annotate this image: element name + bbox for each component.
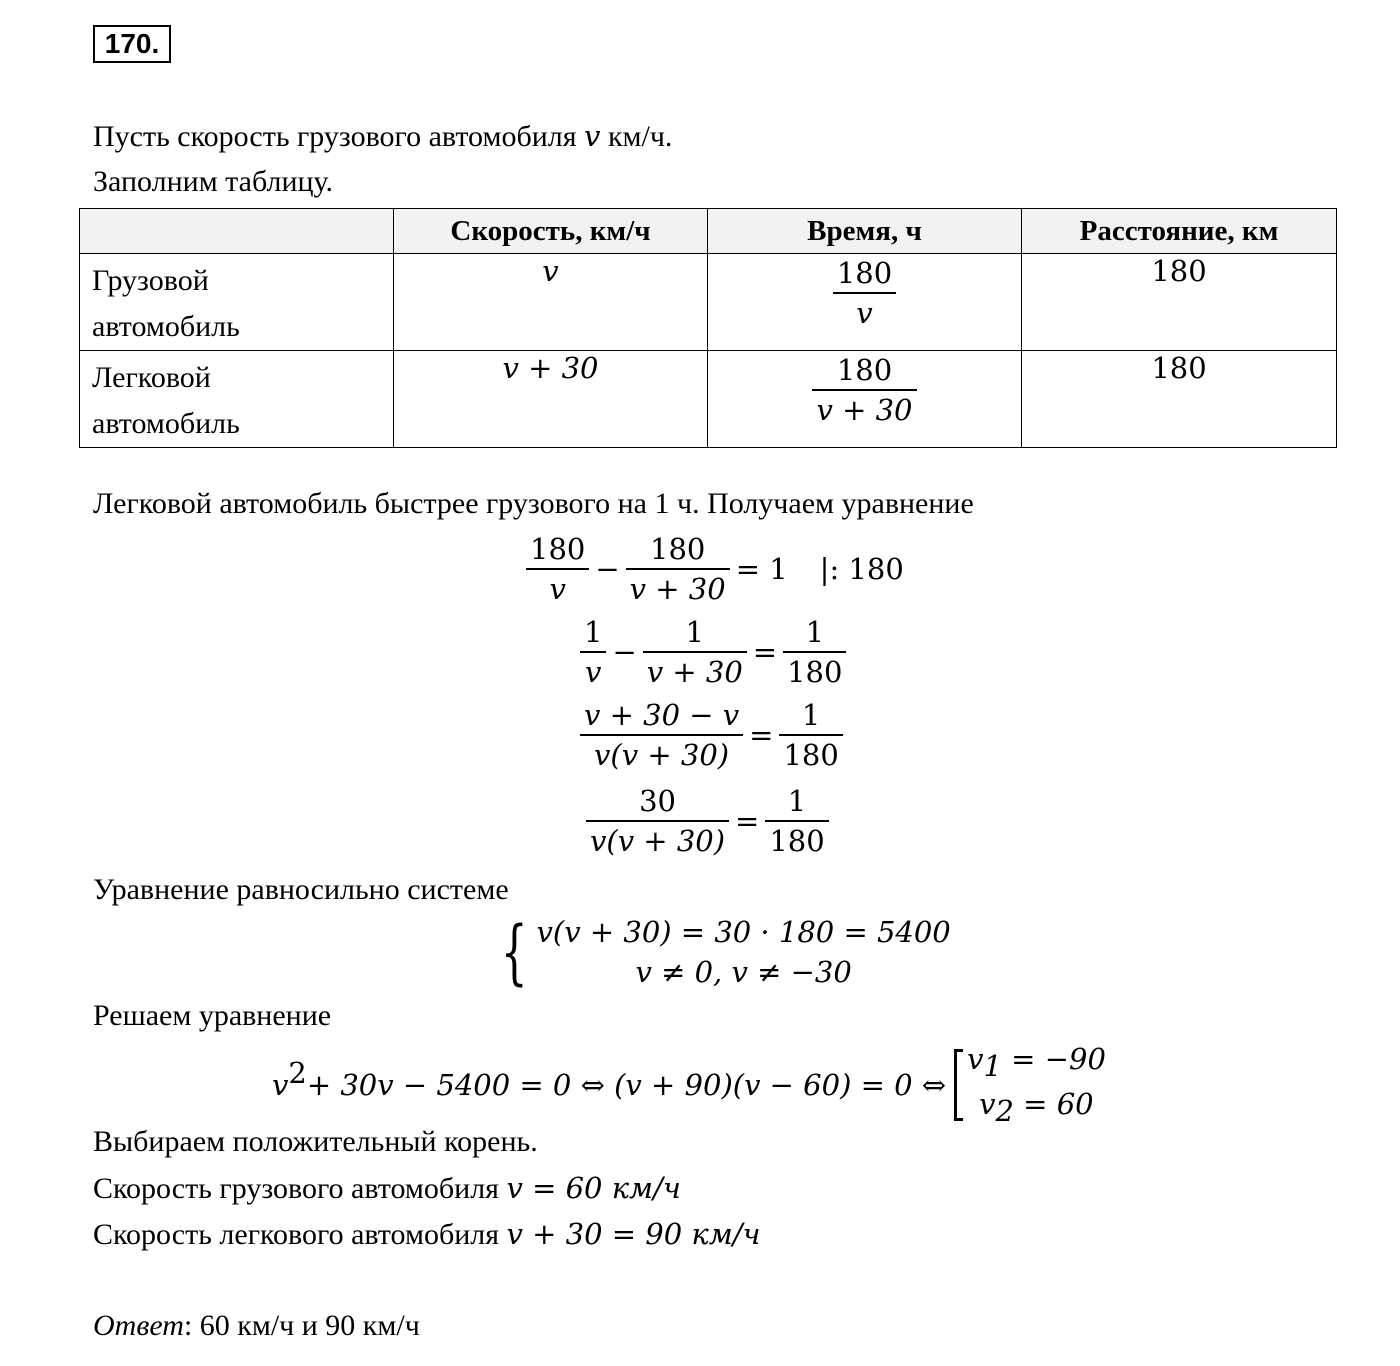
time-numerator: 180	[836, 353, 893, 387]
equation-intro: Легковой автомобиль быстрее грузового на 1 ч. Получаем уравнение	[93, 487, 974, 520]
equation-4	[586, 782, 829, 860]
table-row	[80, 351, 1337, 448]
intro-line-1-prefix: Пусть скорость грузового автомобиля	[93, 120, 577, 153]
time-denominator: v	[856, 296, 873, 330]
conclusion-line-2-math: v = 60 км/ч	[506, 1171, 681, 1205]
speed-value: v	[542, 254, 559, 288]
root-1-var: v	[967, 1042, 984, 1076]
quadratic-rest: + 30v − 5400 = 0 ⇔ (v + 90)(v − 60) = 0 ⇔	[306, 1067, 947, 1102]
equation-1	[526, 530, 904, 608]
bracket-symbol	[954, 1049, 963, 1121]
conclusion-line-1: Выбираем положительный корень.	[93, 1125, 538, 1158]
root-2-val: = 60	[1013, 1086, 1094, 1121]
root-2-var: v	[979, 1086, 996, 1121]
distance-value: 180	[1151, 351, 1207, 385]
denominator: 180	[787, 655, 843, 689]
table-row	[80, 254, 1337, 351]
intro-line-1	[93, 121, 672, 152]
table-header-distance: Расстояние, км	[1022, 209, 1337, 254]
quadratic-variable: v	[272, 1067, 289, 1102]
root-1	[967, 1040, 1106, 1085]
solve-intro: Решаем уравнение	[93, 999, 332, 1032]
brace-symbol: {	[500, 911, 528, 993]
root-1-val: = −90	[1001, 1042, 1106, 1076]
equals-sign: =	[735, 804, 760, 838]
denominator: 180	[783, 738, 839, 772]
table-cell-distance	[1022, 351, 1337, 448]
numerator: v + 30 − v	[584, 698, 740, 732]
system-intro: Уравнение равносильно системе	[93, 873, 509, 906]
equation-system	[492, 912, 951, 992]
numerator: 1	[685, 615, 704, 649]
numerator: 180	[650, 532, 706, 566]
answer-text: : 60 км/ч и 90 км/ч	[183, 1309, 420, 1342]
denominator: v(v + 30)	[590, 824, 726, 858]
root-1-sub: 1	[983, 1048, 1002, 1083]
table-cell-distance	[1022, 254, 1337, 351]
table-cell-time	[708, 351, 1022, 448]
table-header-speed: Скорость, км/ч	[394, 209, 708, 254]
numerator: 1	[805, 615, 825, 649]
numerator: 1	[801, 698, 821, 732]
minus-sign: −	[612, 635, 637, 669]
problem-number: 170.	[93, 25, 171, 63]
intro-line-1-suffix: км/ч.	[607, 120, 673, 153]
table-cell-speed	[394, 351, 708, 448]
row-label-line-1: Грузовой	[92, 264, 209, 297]
denominator: v(v + 30)	[594, 738, 730, 772]
quadratic-equation	[272, 1040, 1106, 1130]
conclusion-line-3-prefix: Скорость легкового автомобиля	[93, 1218, 500, 1251]
answer	[93, 1311, 420, 1341]
denominator: v	[549, 572, 566, 606]
equation-3	[580, 696, 843, 774]
equals-sign: =	[749, 718, 774, 752]
fraction	[580, 696, 743, 774]
data-table	[79, 208, 1337, 448]
conclusion-line-2-prefix: Скорость грузового автомобиля	[93, 1172, 499, 1205]
time-fraction	[812, 351, 916, 429]
denominator: 180	[769, 824, 825, 858]
fraction	[765, 782, 828, 860]
numerator: 1	[584, 615, 603, 649]
fraction	[580, 613, 606, 691]
root-2-sub: 2	[995, 1093, 1014, 1128]
table-cell-time	[708, 254, 1022, 351]
system-line-1: v(v + 30) = 30 · 180 = 5400	[536, 915, 951, 949]
fraction	[526, 530, 589, 608]
intro-variable: v	[584, 119, 601, 153]
table-cell-label	[80, 254, 394, 351]
fraction	[779, 696, 842, 774]
time-denominator: v + 30	[816, 393, 913, 427]
row-label-line-2: автомобиль	[92, 407, 240, 440]
numerator: 1	[787, 784, 807, 818]
numerator: 30	[639, 784, 676, 818]
intro-line-2: Заполним таблицу.	[93, 165, 334, 198]
distance-value: 180	[1151, 254, 1207, 288]
conclusion-line-3	[93, 1219, 761, 1250]
denominator: v + 30	[646, 655, 743, 689]
table-cell-speed	[394, 254, 708, 351]
speed-value: v + 30	[502, 351, 599, 385]
root-2	[967, 1085, 1106, 1130]
table-header-row	[80, 209, 1337, 254]
table-cell-label	[80, 351, 394, 448]
conclusion-line-3-math: v + 30 = 90 км/ч	[506, 1217, 761, 1251]
fraction	[586, 782, 729, 860]
table-header-empty	[80, 209, 394, 254]
fraction	[643, 613, 747, 691]
time-fraction	[833, 254, 896, 332]
row-label-line-2: автомобиль	[92, 310, 240, 343]
fraction	[783, 613, 846, 691]
system-line-2: v ≠ 0, v ≠ −30	[635, 955, 852, 989]
equation-rhs: = 1	[735, 552, 788, 586]
denominator: v + 30	[629, 572, 726, 606]
numerator: 180	[530, 532, 586, 566]
table-header-time: Время, ч	[708, 209, 1022, 254]
quadratic-exponent: 2	[288, 1055, 307, 1090]
row-label-line-1: Легковой	[92, 361, 211, 394]
minus-sign: −	[595, 552, 620, 586]
conclusion-line-2	[93, 1173, 681, 1204]
time-numerator: 180	[836, 256, 893, 290]
equals-sign: =	[752, 635, 778, 669]
fraction	[626, 530, 730, 608]
equation-note: |: 180	[819, 552, 904, 586]
equation-2	[580, 613, 846, 691]
denominator: v	[585, 655, 602, 689]
answer-label: Ответ	[93, 1309, 184, 1342]
